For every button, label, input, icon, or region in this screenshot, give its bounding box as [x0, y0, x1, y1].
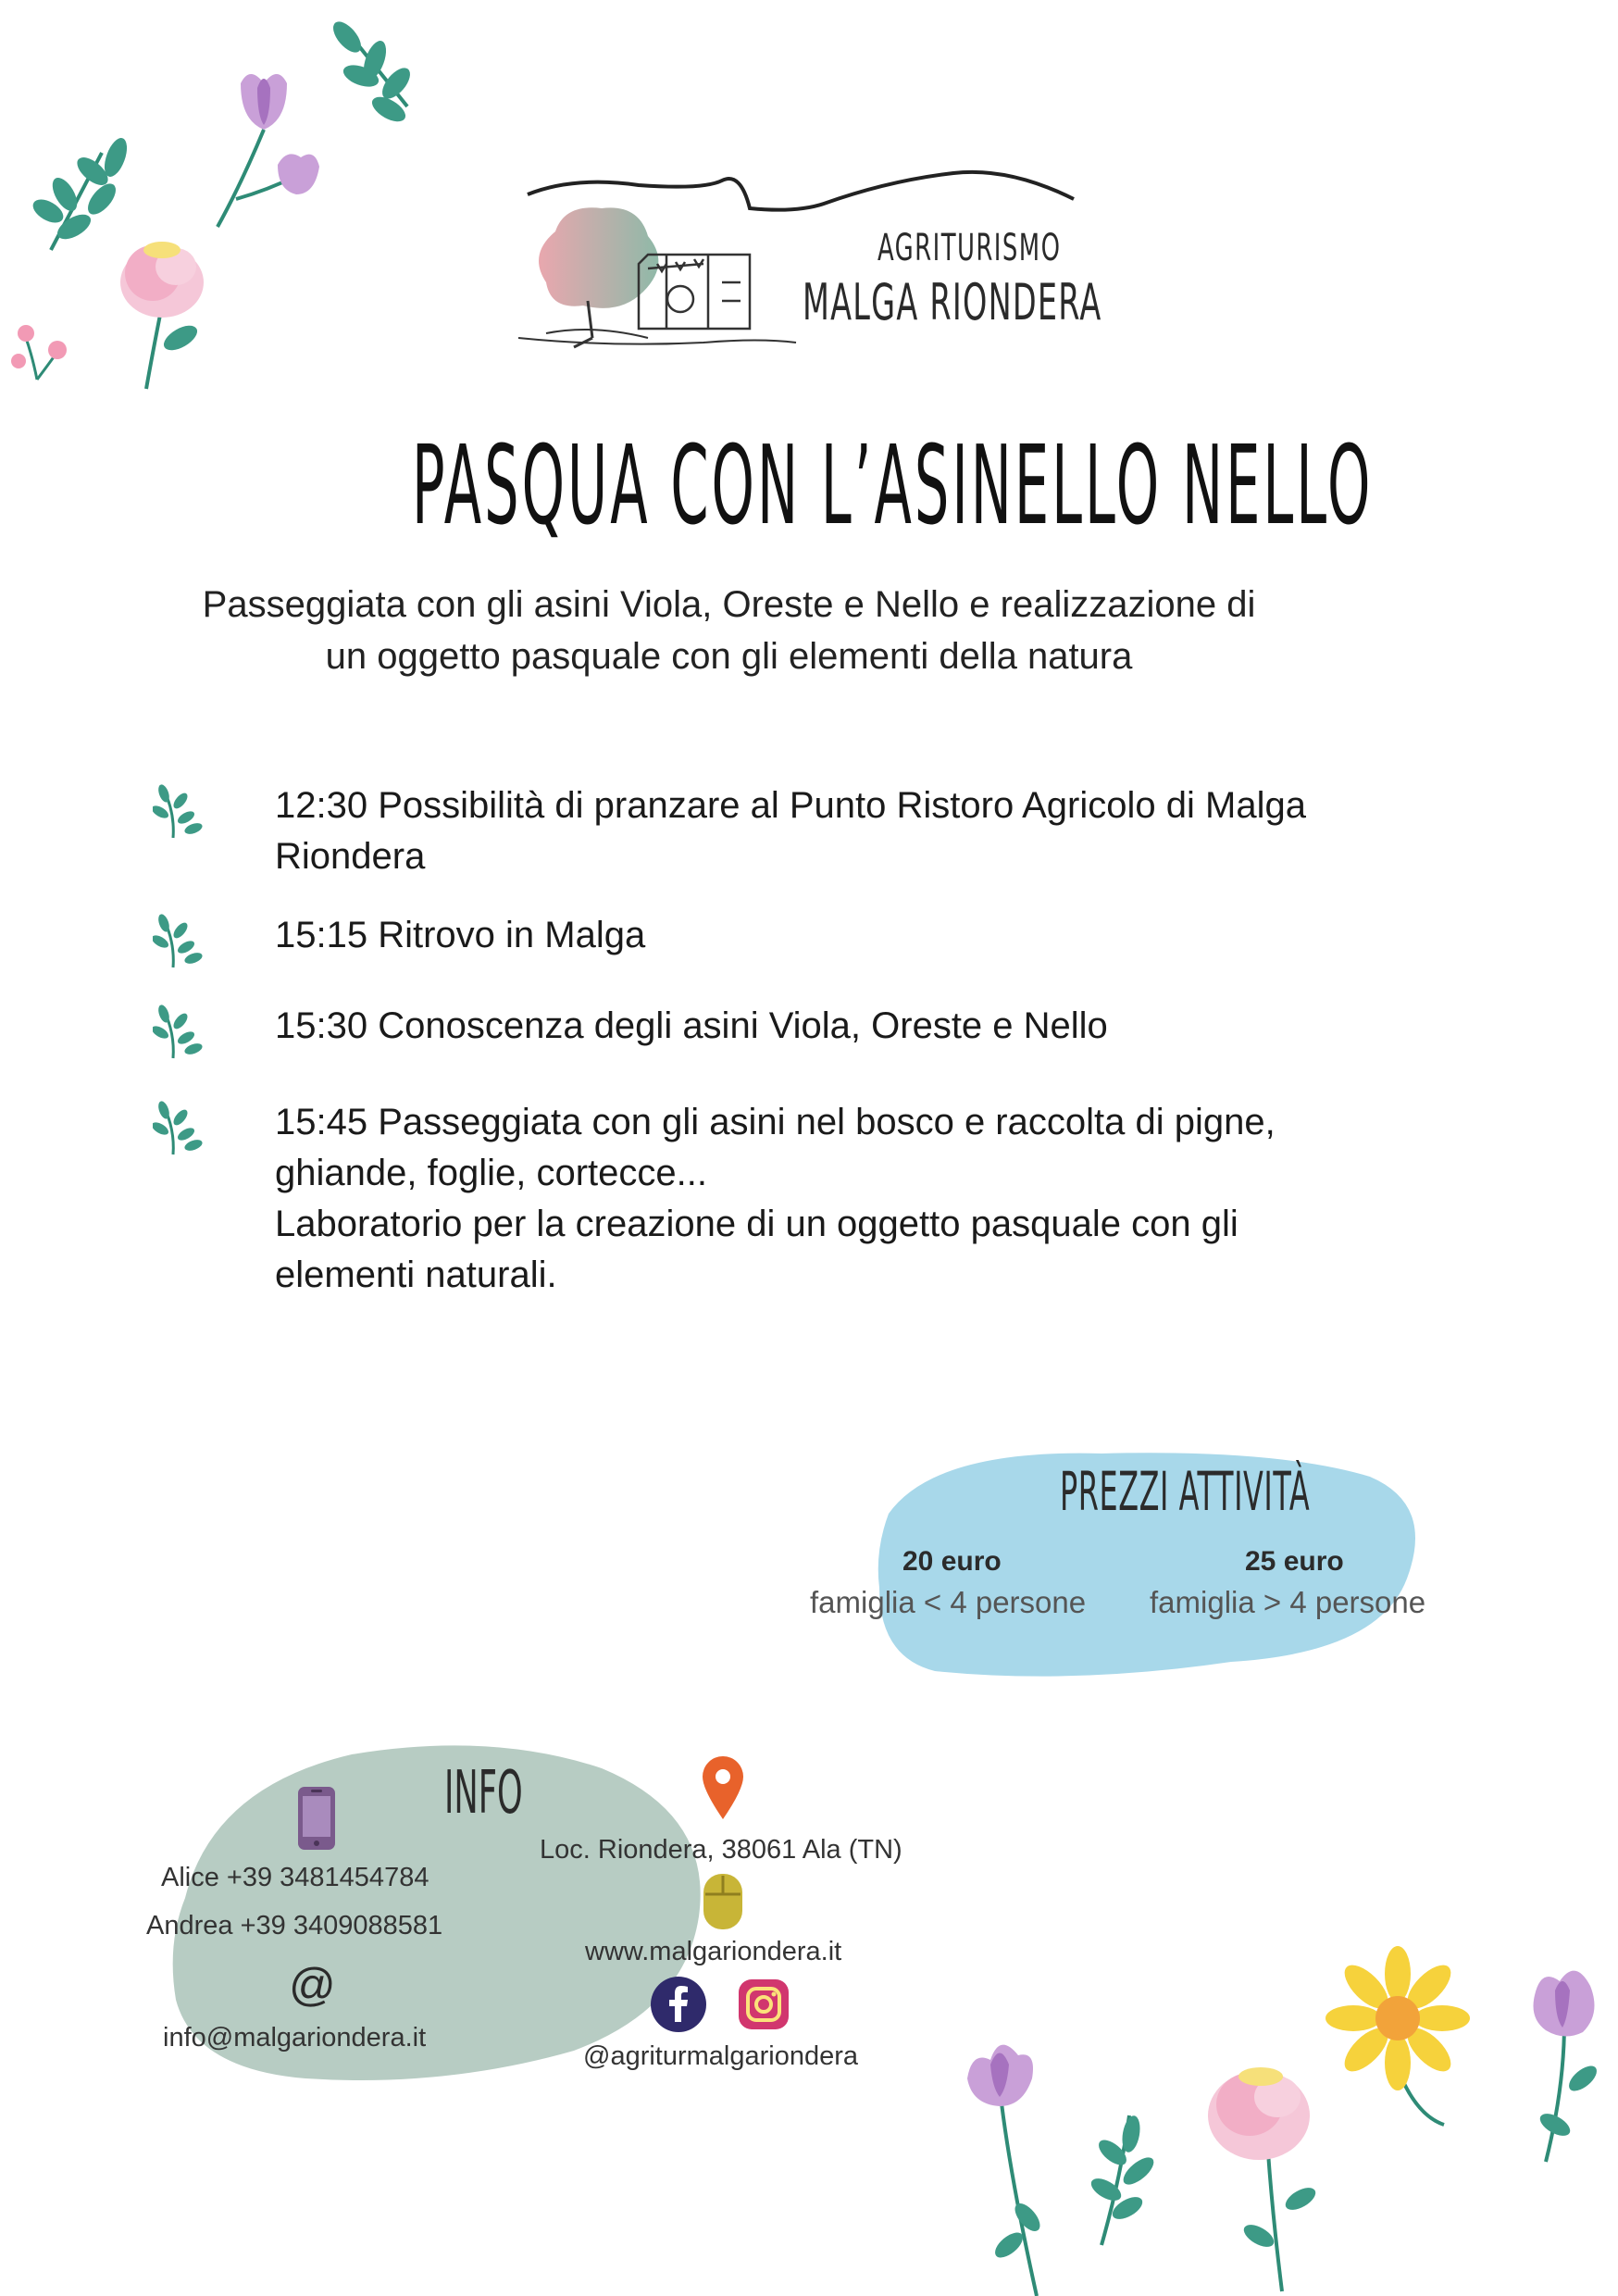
leaf-bullet-icon — [153, 1001, 208, 1060]
subtitle-line-1: Passeggiata con gli asini Viola, Oreste e Nello e realizzazione di — [202, 584, 1256, 625]
email-at-icon: @ — [289, 1959, 336, 2011]
schedule-line: 15:30 Conoscenza degli asini Viola, Oreste e Nello — [275, 1005, 1108, 1046]
schedule-line: 15:15 Ritrovo in Malga — [275, 915, 646, 955]
website-link[interactable]: www.malgariondera.it — [585, 1937, 842, 1966]
page-title: PASQUA CON L’ASINELLO NELLO — [412, 421, 1374, 549]
leaf-bullet-icon — [153, 1097, 208, 1156]
event-subtitle — [185, 579, 1273, 682]
phone-alice[interactable]: Alice +39 3481454784 — [161, 1863, 429, 1892]
phone-icon — [296, 1785, 337, 1852]
price-amount: 25 euro — [1245, 1546, 1344, 1577]
info-panel — [139, 1731, 935, 2102]
logo-text-malga-riondera: MALGA RIONDERA — [803, 273, 1102, 331]
instagram-icon[interactable] — [737, 1978, 790, 2031]
info-title: INFO — [444, 1759, 523, 1828]
schedule-item — [153, 910, 1467, 969]
schedule-line: 12:30 Possibilità di pranzare al Punto Ristoro Agricolo di Malga — [275, 785, 1306, 826]
leaf-bullet-icon — [153, 910, 208, 969]
schedule-line: Riondera — [275, 836, 426, 877]
email-address[interactable]: info@malgariondera.it — [163, 2023, 427, 2053]
schedule-item — [153, 780, 1467, 882]
social-handle[interactable]: @agriturmalgariondera — [583, 2041, 859, 2071]
price-description: famiglia < 4 persone — [810, 1585, 1087, 1619]
schedule-item — [153, 1001, 1467, 1060]
leaf-bullet-icon — [153, 780, 208, 840]
location-pin-icon — [699, 1754, 747, 1821]
facebook-icon[interactable] — [650, 1976, 707, 2033]
schedule-line: ghiande, foglie, cortecce... — [275, 1153, 707, 1193]
prices-panel — [796, 1440, 1472, 1699]
address: Loc. Riondera, 38061 Ala (TN) — [540, 1835, 902, 1865]
schedule-line: Laboratorio per la creazione di un oggetto pasquale con gli — [275, 1204, 1238, 1244]
subtitle-line-2: un oggetto pasquale con gli elementi della natura — [325, 636, 1133, 677]
logo — [518, 162, 1102, 375]
price-amount: 20 euro — [902, 1546, 1002, 1577]
price-description: famiglia > 4 persone — [1150, 1585, 1426, 1619]
flower-decoration-bottom-right — [916, 1940, 1618, 2296]
phone-andrea[interactable]: Andrea +39 3409088581 — [146, 1911, 443, 1940]
prices-title: PREZZI ATTIVITÀ — [1060, 1460, 1311, 1523]
mouse-icon — [702, 1872, 744, 1931]
flower-decoration-top-left — [0, 9, 435, 417]
schedule-item — [153, 1097, 1467, 1301]
schedule-line: 15:45 Passeggiata con gli asini nel bosco e raccolta di pigne, — [275, 1102, 1276, 1142]
logo-text-agriturismo: AGRITURISMO — [877, 227, 1062, 269]
schedule-line: elementi naturali. — [275, 1254, 557, 1295]
